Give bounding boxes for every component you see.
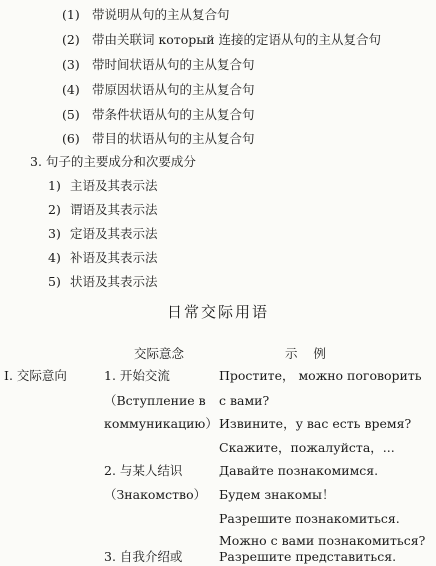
item-text: 带条件状语从句的主从复合句 [92, 107, 255, 122]
column-header-intent: 交际意念 [134, 346, 185, 361]
item-text: 带时间状语从句的主从复合句 [92, 57, 255, 72]
row-intent: 1. 开始交流 [104, 368, 170, 383]
list-item [48, 225, 158, 243]
list-item [62, 106, 255, 124]
list-item [62, 130, 255, 148]
item-text: 状语及其表示法 [70, 274, 158, 289]
item-number: (6) [62, 131, 80, 146]
item-text: 谓语及其表示法 [70, 202, 158, 217]
item-number: 3) [48, 226, 61, 241]
item-number: (2) [62, 32, 80, 47]
row-example: Простите， можно поговорить [219, 368, 422, 383]
section-heading: 3. 句子的主要成分和次要成分 [30, 154, 196, 169]
row-example: с вами? [219, 393, 270, 408]
row-intent: 2. 与某人结识 [104, 463, 183, 478]
item-number: (1) [62, 7, 80, 22]
list-item [48, 177, 158, 195]
item-number: (3) [62, 57, 80, 72]
row-example: Извините，у вас есть время? [219, 416, 412, 431]
list-item [62, 81, 255, 99]
list-item [62, 6, 230, 24]
item-number: 1) [48, 178, 61, 193]
row-example: Давайте познакомимся. [219, 463, 379, 478]
item-number: (5) [62, 107, 80, 122]
row-intent: （Знакомство） [104, 487, 207, 502]
row-category: Ⅰ. 交际意向 [4, 368, 67, 383]
row-example: Разрешите представиться. [219, 549, 397, 564]
row-example: Можно с вами познакомиться? [219, 533, 426, 548]
list-item [48, 249, 158, 267]
item-number: 4) [48, 250, 61, 265]
list-item [48, 201, 158, 219]
item-text: 带说明从句的主从复合句 [92, 7, 230, 22]
item-number: 2) [48, 202, 61, 217]
row-example: Скажите，пожалуйста，... [219, 440, 395, 455]
row-example: Будем знакомы！ [219, 487, 335, 502]
item-text: 带目的状语从句的主从复合句 [92, 131, 255, 146]
item-text: 带原因状语从句的主从复合句 [92, 82, 255, 97]
row-intent: коммуникацию） [104, 416, 218, 431]
column-header-example: 示 例 [285, 346, 326, 361]
list-item [48, 273, 158, 291]
item-text: 带由关联词 который 连接的定语从句的主从复合句 [92, 32, 382, 47]
item-number: (4) [62, 82, 80, 97]
row-intent: 3. 自我介绍或 [104, 549, 183, 564]
list-item [62, 56, 255, 74]
item-number: 5) [48, 274, 61, 289]
list-item [62, 31, 381, 49]
item-text: 定语及其表示法 [70, 226, 158, 241]
item-text: 补语及其表示法 [70, 250, 158, 265]
row-intent: （Вступление в [104, 393, 206, 408]
row-example: Разрешите познакомиться. [219, 511, 400, 526]
item-text: 主语及其表示法 [70, 178, 158, 193]
page-title: 日常交际用语 [166, 303, 269, 321]
